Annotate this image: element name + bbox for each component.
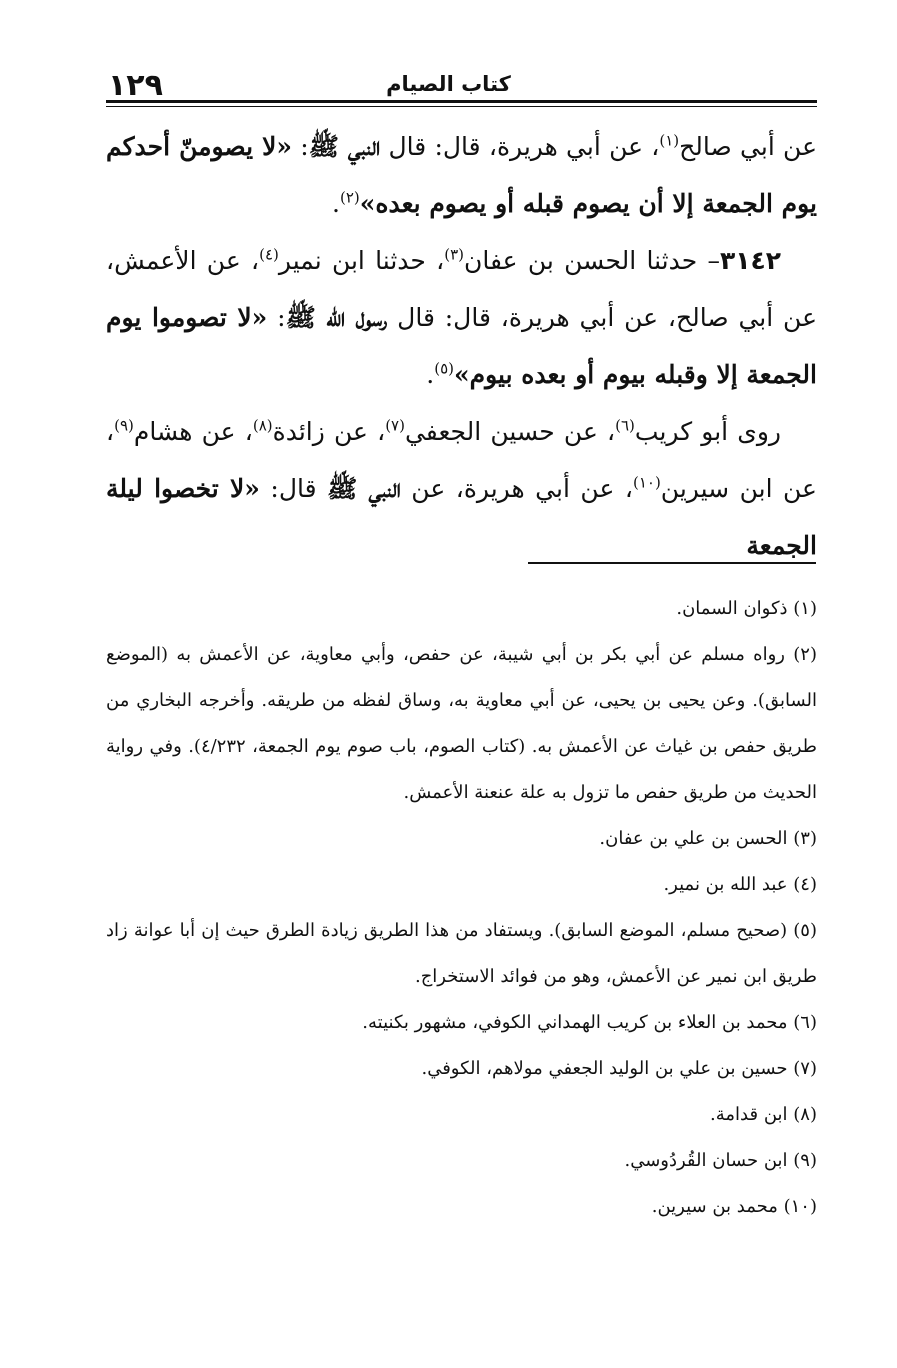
footnote-9: (٩) ابن حسان القُردُوسي. [624, 1150, 817, 1171]
footnote-ref: (٥) [434, 359, 455, 378]
footnote-ref: (١٠) [632, 473, 661, 492]
text-run: عن أبي صالح [679, 132, 817, 161]
footnote-3: (٣) الحسن بن علي بن عفان. [599, 828, 817, 849]
text-run: ، عن الأعمش، عن أبي صالح، عن أبي هريرة، قال: قال [106, 246, 818, 332]
footnote-ref: (٤) [259, 245, 279, 264]
text-run: ، عن ابن سيرين [106, 417, 817, 503]
footnote-ref: (٣) [444, 245, 465, 264]
main-text [106, 118, 817, 574]
header-rule-thin [106, 106, 817, 107]
text-run-bold: النبي ﷺ [327, 474, 401, 503]
running-title: كتاب الصيام [386, 72, 511, 96]
footnote-ref: (٦) [615, 416, 635, 435]
hadith-text: «لا يصومنّ أحدكم يوم الجمعة إلا أن يصوم قبله أو يصوم بعده» [106, 132, 817, 218]
text-run: ، عن هشام [133, 417, 253, 446]
text-run: ، عن زائدة [272, 417, 386, 446]
footnote-10: (١٠) محمد بن سيرين. [651, 1196, 817, 1217]
footnote-8: (٨) ابن قدامة. [710, 1104, 817, 1125]
text-run: ، عن أبي هريرة، عن [400, 474, 633, 503]
paragraph-1 [106, 118, 817, 232]
footnote-ref: (١) [659, 131, 680, 150]
text-run: . [426, 360, 435, 389]
text-run: ، عن أبي هريرة، قال: قال [380, 132, 660, 161]
footnote-ref: (٢) [339, 188, 360, 207]
footnote-7: (٧) حسين بن علي بن الوليد الجعفي مولاهم، الكوفي. [421, 1058, 817, 1079]
footnote-4: (٤) عبد الله بن نمير. [663, 874, 817, 895]
footnote-1: (١) ذكوان السمان. [676, 598, 817, 619]
page-number: ١٢٩ [108, 68, 163, 103]
hadith-text: «لا تصوموا يوم الجمعة إلا وقبله بيوم أو بعده بيوم» [106, 303, 817, 389]
text-run: – حدثنا الحسن بن عفان [464, 246, 720, 275]
footnote-separator [528, 562, 816, 564]
text-run: ، عن حسين الجعفي [404, 417, 616, 446]
paragraph-2 [106, 232, 817, 403]
footnote-ref: (٩) [114, 416, 134, 435]
footnote-ref: (٧) [385, 416, 405, 435]
footnote-6: (٦) محمد بن العلاء بن كريب الهمداني الكوفي، مشهور بكنيته. [362, 1012, 817, 1033]
header-rule-thick [106, 100, 817, 103]
text-run: روى أبو كريب [634, 417, 781, 446]
text-run: : [292, 132, 309, 161]
footnote-5: (٥) (صحيح مسلم، الموضع السابق). ويستفاد من هذا الطريق زيادة الطرق حيث إن أبا عوانة زاد طريق ابن نمير عن الأعمش، وهو من فوائد الاستخراج. [106, 920, 817, 987]
hadith-number: ٣١٤٢ [719, 246, 781, 275]
text-run: . [332, 189, 340, 218]
text-run: : [267, 303, 286, 332]
text-run-bold: رسول الله ﷺ [285, 303, 388, 332]
hadith-text: «لا تخصوا ليلة الجمعة [106, 474, 817, 560]
paragraph-3 [106, 403, 817, 574]
footnotes [106, 586, 817, 1230]
text-run: ، حدثنا ابن نمير [278, 246, 445, 275]
text-run: قال: [259, 474, 328, 503]
text-run-bold: النبي ﷺ [308, 132, 381, 161]
footnote-ref: (٨) [252, 416, 273, 435]
footnote-2: (٢) رواه مسلم عن أبي بكر بن أبي شيبة، عن حفص، وأبي معاوية، عن الأعمش به (الموضع السابق). وعن يحيى بن يحيى، عن أبي معاوية به، وساق لفظه من طريقه. وأخرجه البخاري من طريق حفص بن غياث عن الأعمش به. (كتاب الصوم، باب صوم يوم الجمعة، ٤/٢٣٢). وفي رواية الحديث من طريق حفص ما تزول به علة عنعنة الأعمش. [106, 644, 817, 803]
